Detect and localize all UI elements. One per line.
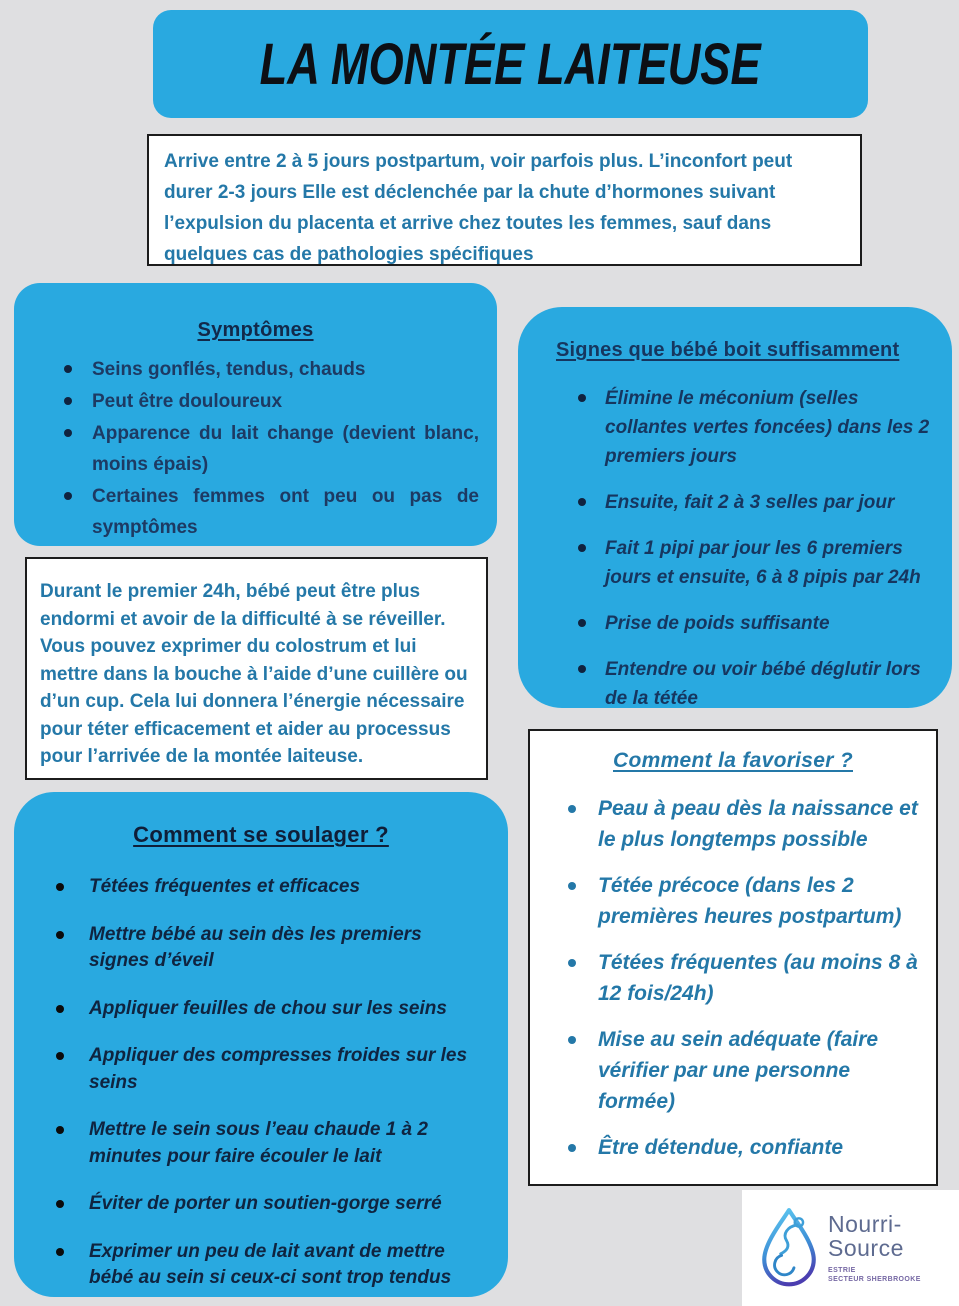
symptoms-panel xyxy=(14,283,497,546)
bullet-dot-icon xyxy=(56,1005,64,1013)
list-item-text: Apparence du lait change (devient blanc, moins épais) xyxy=(92,423,479,475)
list-item xyxy=(14,1117,508,1170)
list-item xyxy=(518,609,952,638)
list-item xyxy=(14,922,508,975)
list-item-text: Tétées fréquentes et efficaces xyxy=(89,876,361,897)
intro-text: Arrive entre 2 à 5 jours postpartum, voir parfois plus. L’inconfort peut durer 2-3 jours Elle est déclenchée par la chute d’hormones suivant l’expulsion du placenta et arrive chez toutes les femmes, sauf dans quelques cas de pathologies spécifiques xyxy=(164,151,793,265)
list-item xyxy=(14,354,497,385)
list-item-text: Appliquer des compresses froides sur les seins xyxy=(89,1045,468,1093)
page-title: LA MONTÉE LAITEUSE xyxy=(259,31,762,97)
symptoms-title: Symptômes xyxy=(197,319,314,341)
logo-name-line1: Nourri- xyxy=(828,1211,902,1237)
logo-region-line1: ESTRIE xyxy=(828,1267,856,1274)
list-item-text: Entendre ou voir bébé déglutir lors de la tétée xyxy=(605,659,921,709)
list-item xyxy=(530,1132,936,1163)
first24h-text: Durant le premier 24h, bébé peut être plus endormi et avoir de la difficulté à se réveiller. Vous pouvez exprimer du colostrum et lui mettre dans la bouche à l’aide d’une cuillère ou d’un cup. Cela lui donnera l’énergie nécessaire pour téter efficacement et aider au processus pour l’arrivée de la montée laiteuse. xyxy=(40,581,468,767)
list-item xyxy=(14,1191,508,1218)
water-drop-mother-baby-icon xyxy=(756,1204,822,1292)
list-item xyxy=(14,481,497,543)
bullet-dot-icon xyxy=(578,394,586,402)
list-item-text: Peut être douloureux xyxy=(92,391,283,412)
bullet-dot-icon xyxy=(568,1036,576,1044)
list-item-text: Ensuite, fait 2 à 3 selles par jour xyxy=(605,492,895,513)
list-item xyxy=(530,870,936,932)
list-item xyxy=(14,386,497,417)
list-item xyxy=(518,488,952,517)
list-item xyxy=(518,534,952,592)
promote-title: Comment la favoriser ? xyxy=(613,749,853,772)
bullet-dot-icon xyxy=(64,365,72,373)
list-item xyxy=(518,384,952,471)
promote-box xyxy=(528,729,938,1186)
list-item xyxy=(530,947,936,1009)
bullet-dot-icon xyxy=(56,1200,64,1208)
bullet-dot-icon xyxy=(568,1144,576,1152)
title-banner xyxy=(153,10,868,118)
bullet-dot-icon xyxy=(578,544,586,552)
bullet-dot-icon xyxy=(578,498,586,506)
bullet-dot-icon xyxy=(578,665,586,673)
list-item xyxy=(14,1239,508,1292)
list-item xyxy=(530,793,936,855)
intro-box xyxy=(147,134,862,266)
logo-text-block xyxy=(828,1212,921,1284)
relief-title: Comment se soulager ? xyxy=(133,822,389,847)
list-item-text: Certaines femmes ont peu ou pas de symptômes xyxy=(92,486,479,538)
list-item-text: Tétée précoce (dans les 2 premières heures postpartum) xyxy=(598,874,902,928)
relief-list xyxy=(14,874,508,1292)
promote-list xyxy=(530,793,936,1163)
bullet-dot-icon xyxy=(56,1126,64,1134)
bullet-dot-icon xyxy=(64,492,72,500)
signs-panel xyxy=(518,307,952,708)
list-item-text: Fait 1 pipi par jour les 6 premiers jours et ensuite, 6 à 8 pipis par 24h xyxy=(605,538,921,588)
list-item-text: Peau à peau dès la naissance et le plus longtemps possible xyxy=(598,797,918,851)
bullet-dot-icon xyxy=(56,1248,64,1256)
list-item xyxy=(14,418,497,480)
signs-list xyxy=(518,384,952,713)
list-item-text: Être détendue, confiante xyxy=(598,1136,844,1159)
list-item xyxy=(530,1024,936,1117)
list-item-text: Prise de poids suffisante xyxy=(605,613,830,634)
signs-title: Signes que bébé boit suffisamment xyxy=(556,339,900,361)
symptoms-list xyxy=(14,354,497,543)
list-item-text: Mettre bébé au sein dès les premiers signes d’éveil xyxy=(89,923,422,971)
list-item-text: Mise au sein adéquate (faire vérifier par une personne formée) xyxy=(598,1028,879,1113)
list-item xyxy=(14,996,508,1023)
bullet-dot-icon xyxy=(56,931,64,939)
list-item-text: Seins gonflés, tendus, chauds xyxy=(92,359,366,380)
bullet-dot-icon xyxy=(56,1052,64,1060)
first24h-box xyxy=(25,557,488,780)
list-item xyxy=(14,874,508,901)
list-item-text: Éviter de porter un soutien-gorge serré xyxy=(89,1193,442,1214)
list-item-text: Appliquer feuilles de chou sur les seins xyxy=(89,997,447,1019)
relief-panel xyxy=(14,792,508,1297)
bullet-dot-icon xyxy=(568,959,576,967)
bullet-dot-icon xyxy=(56,883,64,891)
list-item xyxy=(14,1043,508,1096)
bullet-dot-icon xyxy=(64,397,72,405)
bullet-dot-icon xyxy=(578,619,586,627)
list-item-text: Exprimer un peu de lait avant de mettre bébé au sein si ceux-ci sont trop tendus xyxy=(89,1240,452,1288)
list-item xyxy=(518,655,952,713)
bullet-dot-icon xyxy=(568,805,576,813)
bullet-dot-icon xyxy=(568,882,576,890)
logo-name-line2: Source xyxy=(828,1235,904,1261)
list-item-text: Élimine le méconium (selles collantes vertes foncées) dans les 2 premiers jours xyxy=(605,388,930,467)
nourri-source-logo xyxy=(742,1190,959,1306)
bullet-dot-icon xyxy=(64,429,72,437)
list-item-text: Mettre le sein sous l’eau chaude 1 à 2 minutes pour faire écouler le lait xyxy=(89,1119,428,1167)
list-item-text: Tétées fréquentes (au moins 8 à 12 fois/24h) xyxy=(598,951,918,1005)
logo-region-line2: SECTEUR SHERBROOKE xyxy=(828,1276,921,1283)
